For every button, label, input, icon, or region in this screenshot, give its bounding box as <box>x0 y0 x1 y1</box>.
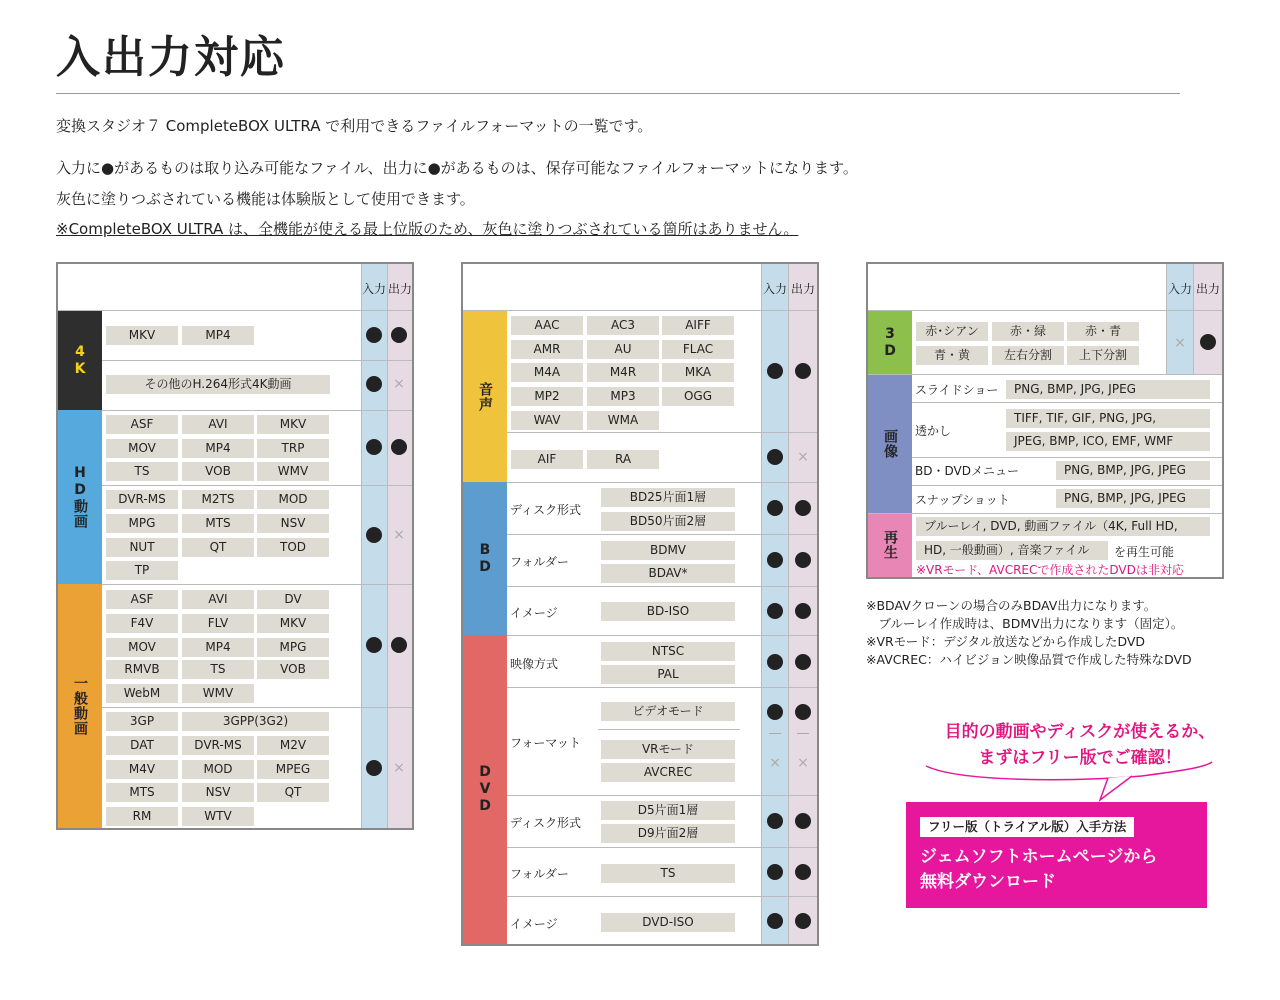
format-chip: TS <box>601 864 735 883</box>
format-chip: FLAC <box>662 340 734 359</box>
download-cta-line: 無料ダウンロード <box>920 872 1056 892</box>
format-chip: MPG <box>106 514 178 533</box>
category-play: 再生 <box>868 513 912 577</box>
format-chip: MOV <box>106 638 178 657</box>
format-chip: 赤・緑 <box>992 322 1064 341</box>
output-unsupported-mark: × <box>393 527 405 543</box>
format-chip: RM <box>106 807 178 826</box>
format-chip: MKV <box>257 614 329 633</box>
format-chip: 3GPP(3G2) <box>182 712 329 731</box>
format-chip: MP4 <box>182 439 254 458</box>
input-supported-dot <box>767 864 783 880</box>
output-supported-dot <box>795 654 811 670</box>
input-header: 入力 <box>361 282 386 296</box>
input-supported-dot <box>767 603 783 619</box>
input-supported-dot <box>767 913 783 929</box>
format-chip: DV <box>257 590 329 609</box>
format-chip: ASF <box>106 415 178 434</box>
format-chip: DVD-ISO <box>601 913 735 932</box>
format-chip: AVCREC <box>601 763 735 782</box>
format-chip: TS <box>106 462 178 481</box>
format-chip: ビデオモード <box>601 702 735 721</box>
category-image: 画像 <box>868 374 912 513</box>
input-supported-dot <box>366 637 382 653</box>
output-supported-dot <box>795 913 811 929</box>
output-unsupported-mark: × <box>797 755 809 771</box>
output-header: 出力 <box>790 282 815 296</box>
format-chip: M2V <box>257 736 329 755</box>
image-row-label: スライドショー <box>915 383 999 397</box>
play-suffix: を再生可能 <box>1114 545 1175 559</box>
divider-dash <box>769 733 781 734</box>
output-supported-dot <box>391 439 407 455</box>
format-chip: RMVB <box>106 660 178 679</box>
promo-headline-line: 目的の動画やディスクが使えるか、 <box>944 722 1216 742</box>
output-unsupported-mark: × <box>797 449 809 465</box>
format-chip: BD50片面2層 <box>601 512 735 531</box>
intro-text: 変換スタジオ７ CompleteBOX ULTRA で利用できるファイルフォーマットの一覧です。 <box>56 117 653 135</box>
input-supported-dot <box>767 654 783 670</box>
input-supported-dot <box>767 500 783 516</box>
format-chip: 赤・青 <box>1067 322 1139 341</box>
format-chip: AIF <box>511 450 583 469</box>
footnote: ※VRモード：デジタル放送などから作成したDVD <box>866 634 1146 649</box>
format-chip: D9片面2層 <box>601 824 735 843</box>
output-supported-dot <box>391 637 407 653</box>
category-4k: 4K <box>58 311 102 410</box>
format-chip: 赤･シアン <box>916 322 988 341</box>
format-chip: FLV <box>182 614 254 633</box>
format-chip: MKV <box>257 415 329 434</box>
bd-folder-label: フォルダー <box>510 555 569 569</box>
category-dvd: DVD <box>463 635 507 944</box>
output-header: 出力 <box>1195 282 1220 296</box>
format-chip: PNG, BMP, JPG, JPEG <box>1056 489 1210 508</box>
page-title: 入出力対応 <box>56 32 286 83</box>
format-chip: WMV <box>257 462 329 481</box>
output-unsupported-mark: × <box>393 376 405 392</box>
play-description-line: HD, 一般動画）, 音楽ファイル <box>916 541 1108 560</box>
output-unsupported-mark: × <box>393 760 405 776</box>
format-chip: BD-ISO <box>601 602 735 621</box>
format-chip: M4A <box>511 363 583 382</box>
format-chip: M2TS <box>182 490 254 509</box>
intro-legend: 入力に●があるものは取り込み可能なファイル、出力に●があるものは、保存可能なファイルフォーマットになります。 <box>56 159 858 177</box>
video-format-table <box>56 262 414 830</box>
format-chip: VRモード <box>601 740 735 759</box>
format-chip: BDAV* <box>601 564 735 583</box>
dvd-folder-label: フォルダー <box>510 867 569 881</box>
format-chip: MP4 <box>182 326 254 345</box>
format-chip: AIFF <box>662 316 734 335</box>
format-chip: D5片面1層 <box>601 801 735 820</box>
format-chip: NSV <box>257 514 329 533</box>
footnote: ※BDAVクローンの場合のみBDAV出力になります。 <box>866 598 1157 613</box>
output-supported-dot <box>795 704 811 720</box>
format-chip: WMA <box>587 411 659 430</box>
play-warning: ※VRモード、AVCRECで作成されたDVDは非対応 <box>916 563 1184 577</box>
output-supported-dot <box>795 864 811 880</box>
input-supported-dot <box>366 327 382 343</box>
format-chip: ASF <box>106 590 178 609</box>
format-chip: TP <box>106 561 178 580</box>
format-chip: RA <box>587 450 659 469</box>
audio-disc-table <box>461 262 819 946</box>
intro-trial-note: 灰色に塗りつぶされている機能は体験版として使用できます。 <box>56 190 475 208</box>
format-chip: MPEG <box>257 760 329 779</box>
output-supported-dot <box>795 363 811 379</box>
format-chip: JPEG, BMP, ICO, EMF, WMF <box>1006 432 1210 451</box>
dvd-image-label: イメージ <box>510 917 558 931</box>
category-3d: 3D <box>868 311 912 374</box>
format-chip: 青・黄 <box>916 346 988 365</box>
footnote: ※AVCREC：ハイビジョン映像品質で作成した特殊なDVD <box>866 652 1192 667</box>
bd-image-label: イメージ <box>510 606 558 620</box>
format-chip: MOV <box>106 439 178 458</box>
format-chip: DAT <box>106 736 178 755</box>
footnotes <box>866 597 1192 669</box>
category-hd-video: HD動画 <box>58 410 102 584</box>
output-supported-dot <box>1200 334 1216 350</box>
dvd-video-label: 映像方式 <box>510 657 559 671</box>
format-chip: MKV <box>106 326 178 345</box>
format-chip: QT <box>257 783 329 802</box>
image-row-label: BD・DVDメニュー <box>915 464 1019 478</box>
format-chip: TIFF, TIF, GIF, PNG, JPG, <box>1006 409 1210 428</box>
input-supported-dot <box>767 704 783 720</box>
input-supported-dot <box>767 552 783 568</box>
input-header: 入力 <box>1167 282 1192 296</box>
format-chip: WebM <box>106 684 178 703</box>
input-unsupported-mark: × <box>769 755 781 771</box>
input-supported-dot <box>767 363 783 379</box>
promo-headline-line: まずはフリー版でご確認！ <box>978 748 1182 768</box>
format-chip: 3GP <box>106 712 178 731</box>
title-divider <box>56 93 1180 94</box>
format-chip: AVI <box>182 415 254 434</box>
input-header: 入力 <box>762 282 787 296</box>
format-chip: AVI <box>182 590 254 609</box>
format-chip: VOB <box>182 462 254 481</box>
format-chip: PAL <box>601 665 735 684</box>
dvd-disc-label: ディスク形式 <box>510 816 582 830</box>
input-supported-dot <box>366 760 382 776</box>
format-chip: その他のH.264形式4K動画 <box>106 375 330 394</box>
dvd-format-label: フォーマット <box>510 736 581 750</box>
free-download-banner[interactable] <box>906 802 1207 908</box>
format-chip: AC3 <box>587 316 659 335</box>
category-bd: BD <box>463 482 507 635</box>
format-chip: NUT <box>106 538 178 557</box>
format-chip: MP2 <box>511 387 583 406</box>
input-supported-dot <box>366 527 382 543</box>
input-supported-dot <box>366 439 382 455</box>
format-chip: 上下分割 <box>1067 346 1139 365</box>
format-chip: AMR <box>511 340 583 359</box>
format-chip: BD25片面1層 <box>601 488 735 507</box>
format-chip: MPG <box>257 638 329 657</box>
category-audio: 音声 <box>463 311 507 482</box>
input-unsupported-mark: × <box>1174 335 1186 351</box>
format-chip: VOB <box>257 660 329 679</box>
format-chip: MTS <box>106 783 178 802</box>
intro-ultra-note: ※CompleteBOX ULTRA は、全機能が使える最上位版のため、灰色に塗りつぶされている箇所はありません。 <box>56 220 799 238</box>
format-chip: NTSC <box>601 642 735 661</box>
format-chip: MOD <box>257 490 329 509</box>
format-chip: TRP <box>257 439 329 458</box>
format-chip: OGG <box>662 387 734 406</box>
format-chip: TOD <box>257 538 329 557</box>
format-chip: F4V <box>106 614 178 633</box>
output-supported-dot <box>795 500 811 516</box>
bd-disc-label: ディスク形式 <box>510 503 582 517</box>
download-cta-line: ジェムソフトホームページから <box>920 847 1158 867</box>
format-chip: BDMV <box>601 541 735 560</box>
image-row-label: 透かし <box>915 424 952 438</box>
format-chip: M4V <box>106 760 178 779</box>
format-chip: TS <box>182 660 254 679</box>
divider-dash <box>797 733 809 734</box>
format-chip: QT <box>182 538 254 557</box>
format-chip: WAV <box>511 411 583 430</box>
output-header: 出力 <box>387 282 412 296</box>
format-chip: MP3 <box>587 387 659 406</box>
image-row-label: スナップショット <box>915 493 1010 507</box>
output-supported-dot <box>391 327 407 343</box>
category-general-video: 一般動画 <box>58 584 102 828</box>
input-supported-dot <box>767 449 783 465</box>
3d-image-play-table <box>866 262 1224 579</box>
input-supported-dot <box>767 813 783 829</box>
format-chip: NSV <box>182 783 254 802</box>
format-chip: MTS <box>182 514 254 533</box>
format-chip: 左右分割 <box>992 346 1064 365</box>
format-chip: WTV <box>182 807 254 826</box>
speech-tail-icon <box>920 760 1220 806</box>
format-chip: MP4 <box>182 638 254 657</box>
format-chip: AAC <box>511 316 583 335</box>
output-supported-dot <box>795 603 811 619</box>
footnote: ブルーレイ作成時は、BDMV出力になります（固定）。 <box>866 616 1184 631</box>
input-supported-dot <box>366 376 382 392</box>
trial-tag: フリー版（トライアル版）入手方法 <box>920 817 1134 837</box>
format-chip: DVR-MS <box>182 736 254 755</box>
format-chip: DVR-MS <box>106 490 178 509</box>
format-chip: PNG, BMP, JPG, JPEG <box>1056 461 1210 480</box>
format-chip: MKA <box>662 363 734 382</box>
format-chip: MOD <box>182 760 254 779</box>
play-description-line: ブルーレイ, DVD, 動画ファイル（4K, Full HD, <box>916 517 1210 536</box>
format-chip: AU <box>587 340 659 359</box>
format-chip: WMV <box>182 684 254 703</box>
format-chip: PNG, BMP, JPG, JPEG <box>1006 380 1210 399</box>
output-supported-dot <box>795 552 811 568</box>
output-supported-dot <box>795 813 811 829</box>
format-chip: M4R <box>587 363 659 382</box>
